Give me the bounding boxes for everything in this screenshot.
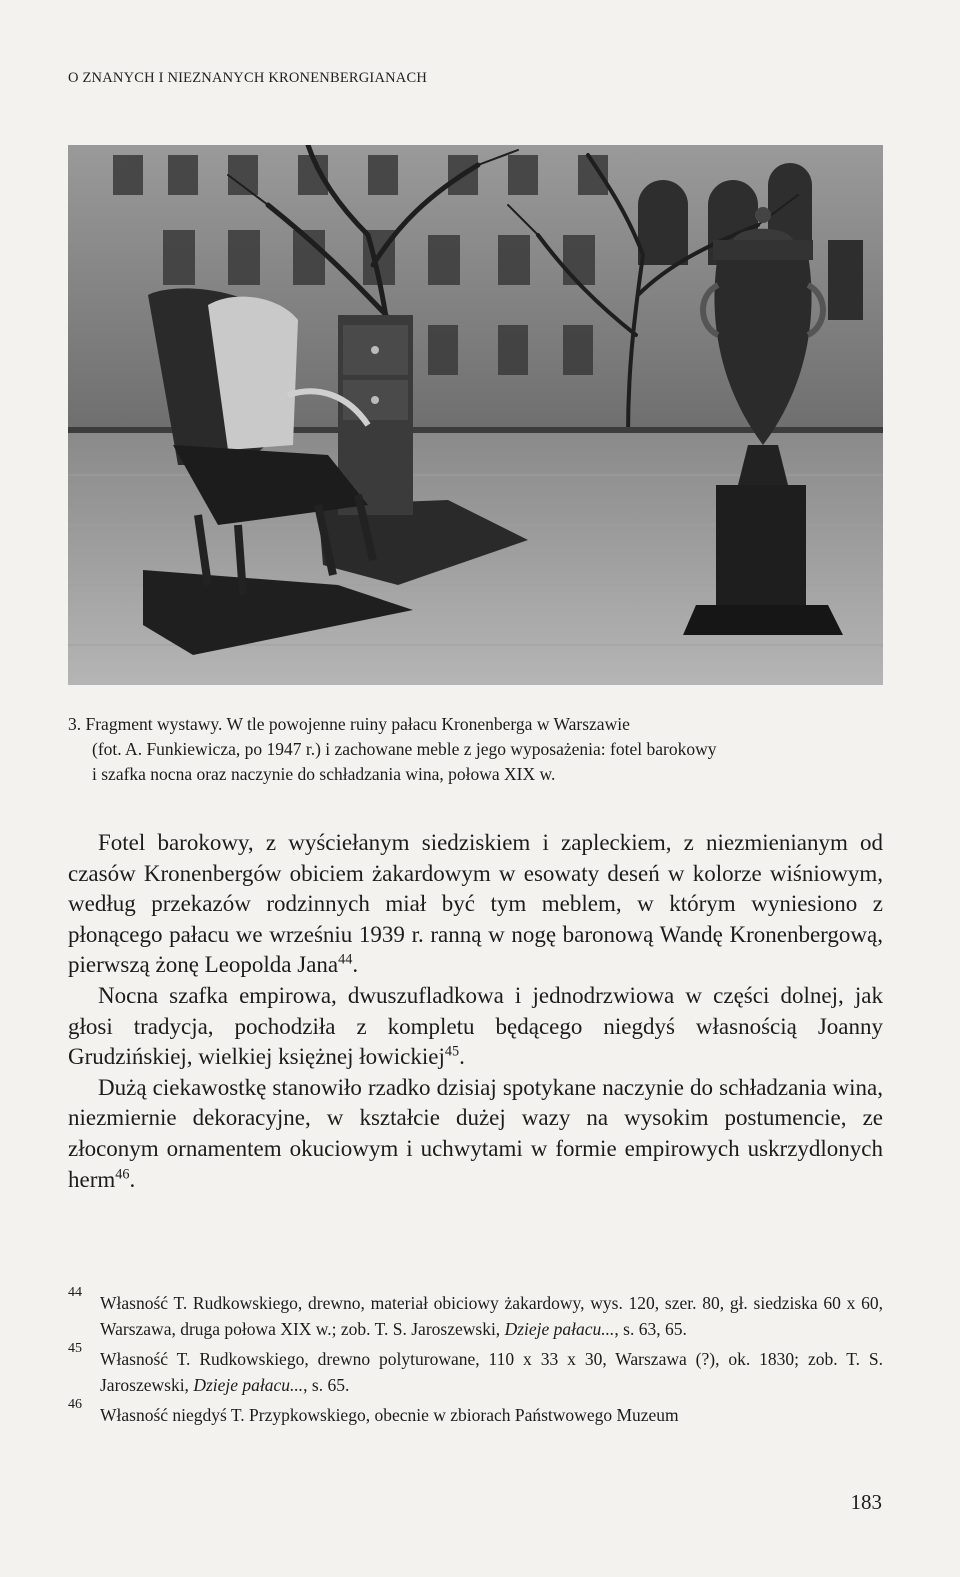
caption-line: (fot. A. Funkiewicza, po 1947 r.) i zachowane meble z jego wyposażenia: fotel barokowy <box>92 739 717 759</box>
footnote-ref: 46 <box>115 1165 130 1182</box>
paragraph-text: Nocna szafka empirowa, dwuszufladkowa i jednodrzwiowa w części dolnej, jak głosi tradycja, pochodziła z kompletu będącego niegdyś własnością Joanny Grudzińskiej, wielkiej księżnej łowickiej <box>68 982 883 1070</box>
page-number: 183 <box>850 1490 882 1514</box>
footnote-text: , s. 63, 65. <box>614 1319 687 1339</box>
paragraph <box>68 1073 883 1195</box>
body-text <box>68 828 883 1195</box>
footnote-italic: Dzieje pałacu... <box>504 1319 615 1339</box>
running-head: O ZNANYCH I NIEZNANYCH KRONENBERGIANACH <box>68 70 428 86</box>
footnote <box>68 1341 883 1398</box>
paragraph <box>68 981 883 1073</box>
paragraph-text: Dużą ciekawostkę stanowiło rzadko dzisiaj spotykane naczynie do schładzania wina, niezmiernie dekoracyjne, w kształcie dużej wazy na wysokim postumencie, ze złoconym ornamentem okuciowym i uchwytami w formie empirowych uskrzydlonych herm <box>68 1074 883 1192</box>
paragraph-end: . <box>459 1044 465 1070</box>
paragraph <box>68 828 883 981</box>
footnote <box>68 1285 883 1342</box>
footnote-number: 45 <box>68 1341 82 1356</box>
footnote-ref: 44 <box>338 951 353 968</box>
footnote-text: Własność T. Rudkowskiego, drewno polyturowane, 110 x 33 x 30, Warszawa (?), ok. 1830; zob. T. S. Jaroszewski, <box>100 1349 883 1395</box>
footnote-number: 44 <box>68 1285 82 1300</box>
paragraph-end: . <box>129 1166 136 1192</box>
footnote-ref: 45 <box>444 1043 460 1060</box>
footnote-text: Własność T. Rudkowskiego, drewno, materiał obiciowy żakardowy, wys. 120, szer. 80, gł. siedziska 60 x 60, Warszawa, druga połowa XIX w.; zob. T. S. Jaroszewski, <box>100 1293 883 1339</box>
paragraph-text: Fotel barokowy, z wyściełanym siedziskiem i zapleckiem, z niezmienianym od czasów Kronenbergów obiciem żakardowym w esowaty deseń w kolorze wiśniowym, według przekazów rodzinnych miał być tym meblem, w którym wyniesiono z płonącego pałacu we wrześniu 1939 r. ranną w nogę baronową Wandę Kronenbergową, pierwszą żonę Leopolda Jana <box>68 830 883 978</box>
paragraph-end: . <box>352 952 359 978</box>
footnotes <box>68 1285 883 1432</box>
footnote-italic: Dzieje pałacu... <box>193 1375 304 1395</box>
exhibition-photo <box>68 145 883 685</box>
footnote-text: Własność niegdyś T. Przypkowskiego, obecnie w zbiorach Państwowego Muzeum <box>100 1405 679 1425</box>
footnote-number: 46 <box>68 1397 82 1412</box>
footnote-text: , s. 65. <box>303 1375 350 1395</box>
figure-caption <box>68 712 883 787</box>
exhibition-photo-image <box>68 145 883 685</box>
caption-line: 3. Fragment wystawy. W tle powojenne ruiny pałacu Kronenberga w Warszawie <box>68 714 630 734</box>
footnote <box>68 1397 883 1428</box>
caption-line: i szafka nocna oraz naczynie do schładzania wina, połowa XIX w. <box>92 764 556 784</box>
